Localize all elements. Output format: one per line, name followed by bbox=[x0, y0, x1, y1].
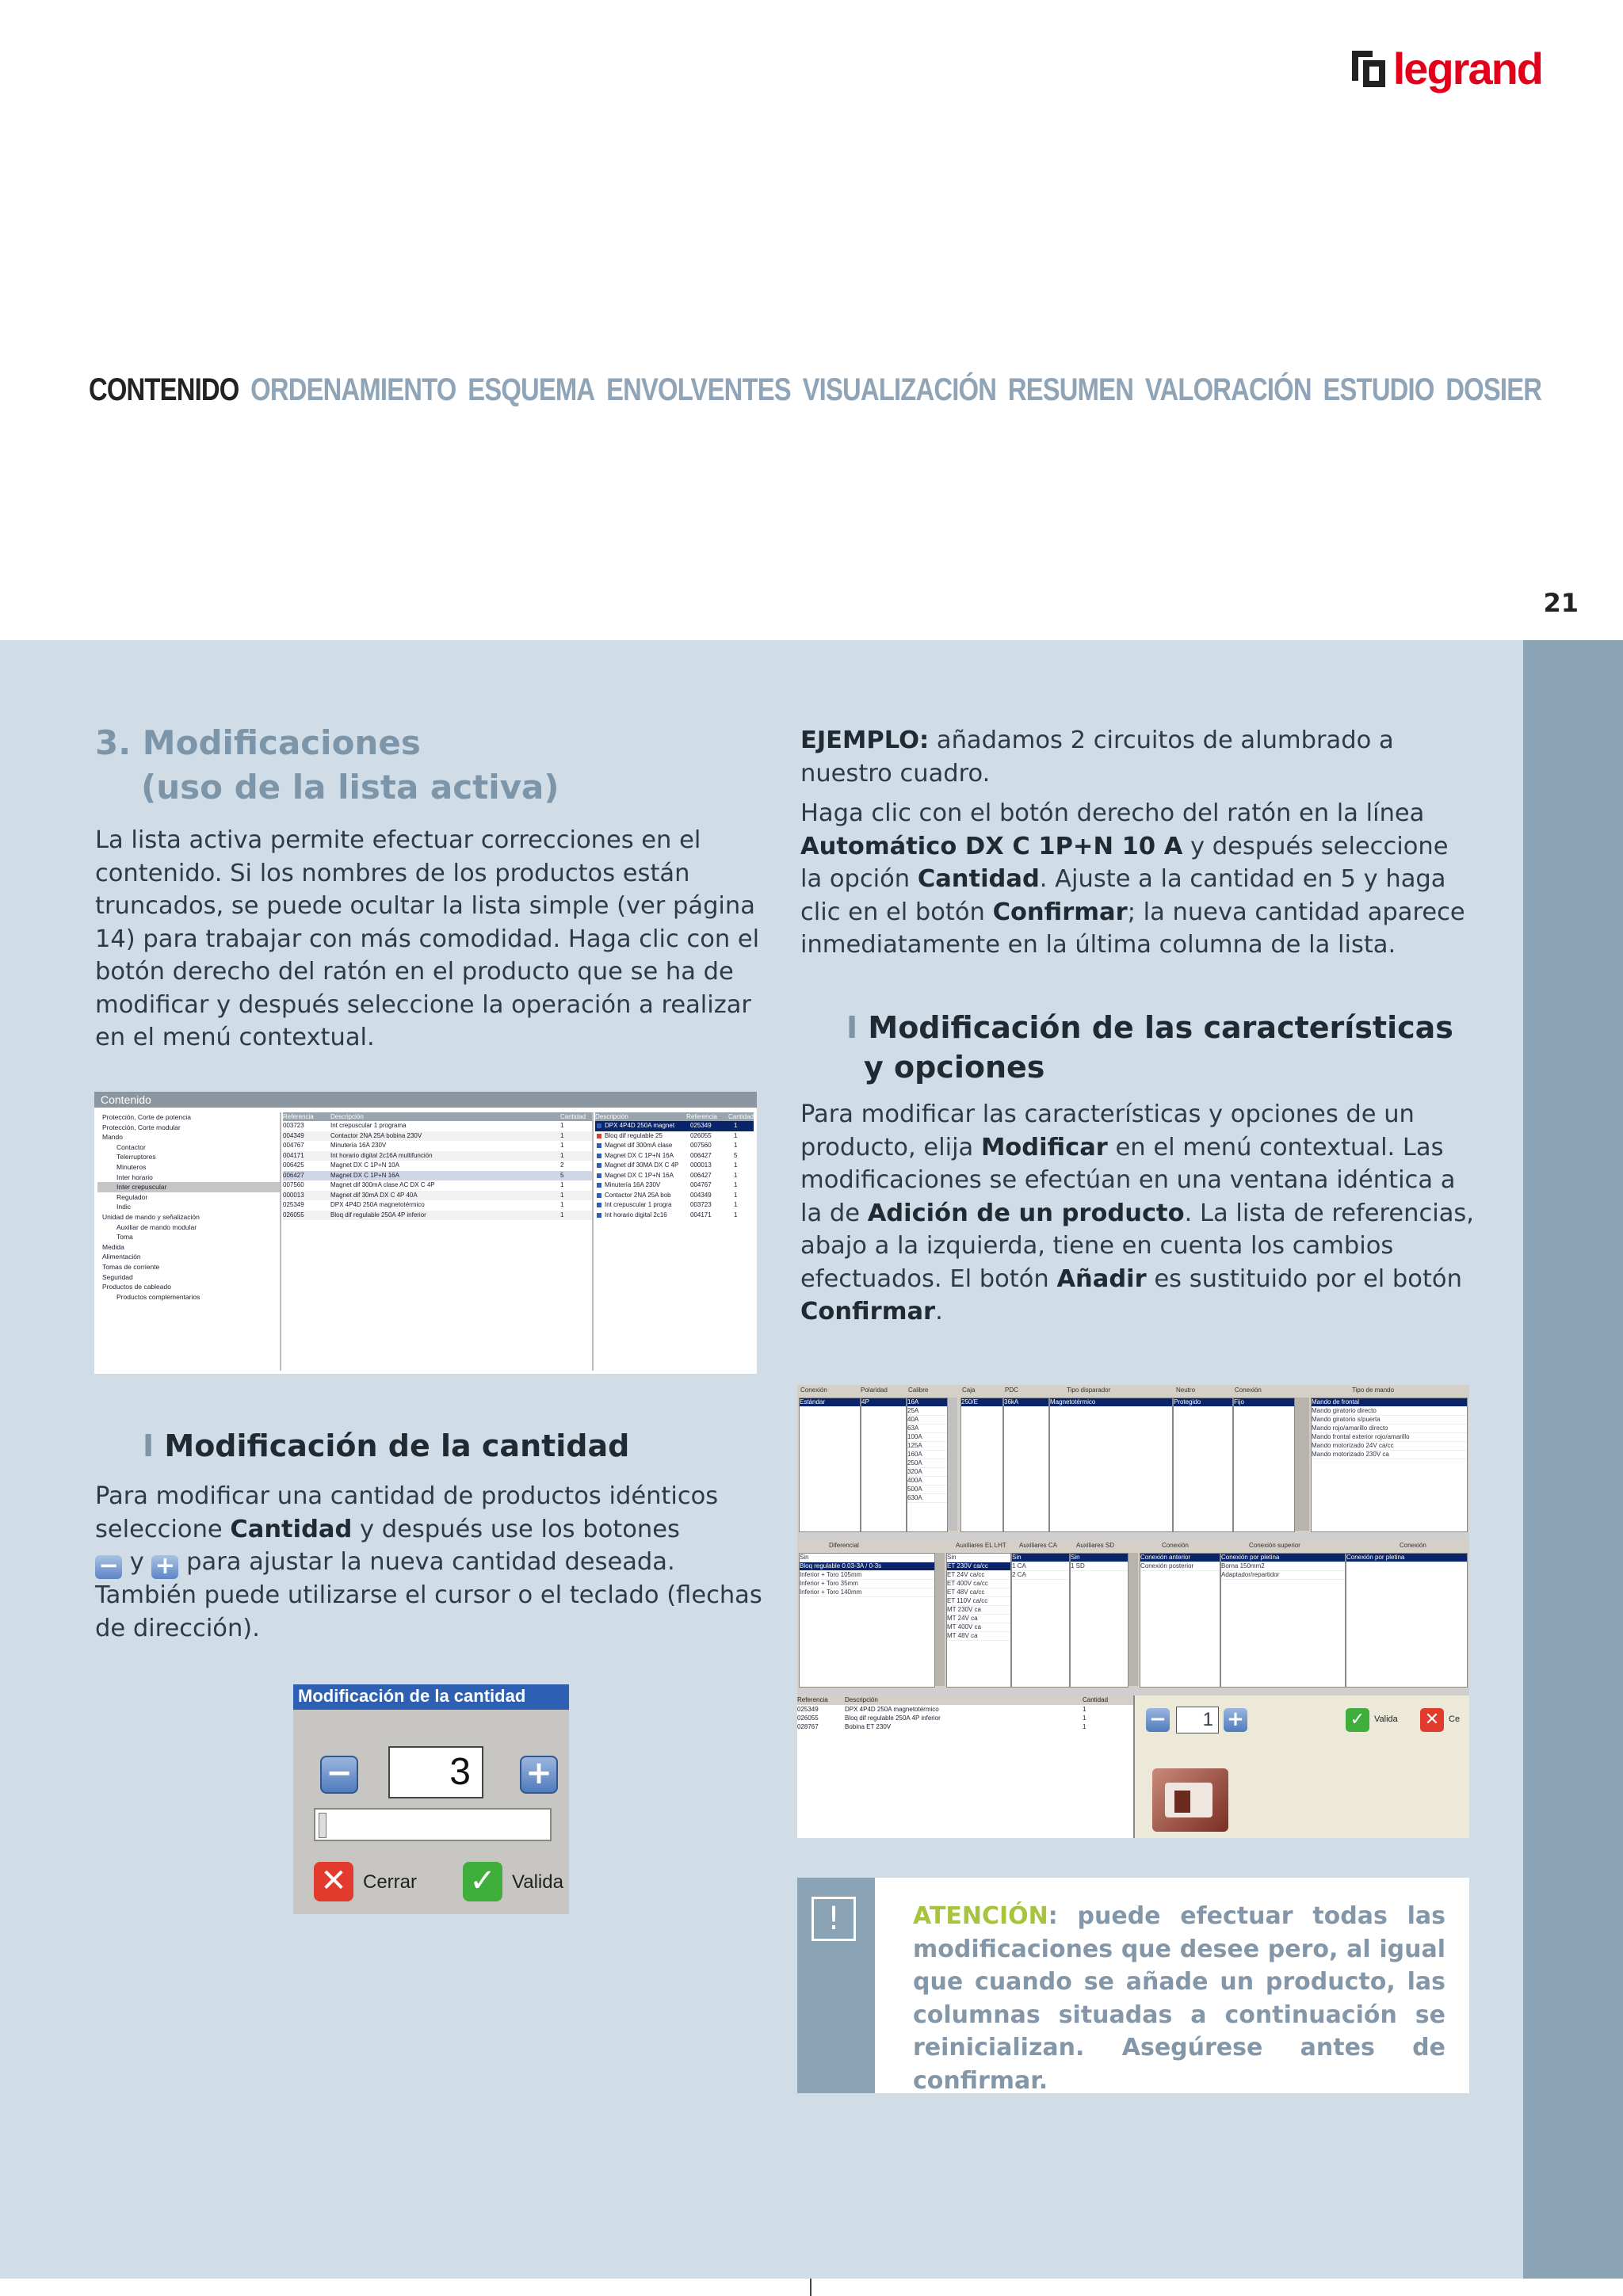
list-item[interactable]: Conexión por pletina bbox=[1221, 1554, 1345, 1562]
characteristics-text: Para modificar las características y opciones de un producto, elija Modificar en el menú contextual. Las modificaciones se efectúan en una ventana idéntica a la de Adición de un producto. La lista de referencias, abajo a la izquierda, tiene en cuenta los cambios efectuados. El botón Añadir es sustituido por el botón Confirmar. bbox=[800, 1100, 1474, 1325]
pdc-list[interactable]: 36kA bbox=[1003, 1398, 1049, 1532]
quantity-field[interactable]: 1 bbox=[1176, 1707, 1219, 1733]
legrand-logo bbox=[1350, 41, 1542, 97]
nav-item-estudio[interactable]: ESTUDIO bbox=[1323, 372, 1434, 407]
tree-item[interactable]: Minuteros bbox=[116, 1162, 147, 1171]
table-row[interactable] bbox=[283, 1211, 592, 1221]
cancel-label[interactable]: Ce bbox=[1449, 1714, 1461, 1724]
column-header: Conexión superior bbox=[1249, 1542, 1300, 1549]
mando-list[interactable]: Mando de frontal Mando giratorio directo Mando giratorio s/puerta Mando rojo/amarillo directo Mando frontal exterior rojo/amarillo Mando motorizado 24V ca/cc Mando motorizado 230V ca bbox=[1311, 1398, 1468, 1532]
column-header: Conexión bbox=[1162, 1542, 1189, 1549]
calibre-scrollbar[interactable] bbox=[948, 1398, 957, 1531]
active-list-screenshot bbox=[94, 1092, 757, 1374]
tree-item[interactable]: Productos de cableado bbox=[102, 1283, 171, 1291]
quantity-decrease-button[interactable]: − bbox=[320, 1756, 358, 1794]
list-item[interactable]: Conexión anterior bbox=[1140, 1554, 1220, 1562]
conexion-list[interactable]: Estándar bbox=[799, 1398, 861, 1532]
table-cell: 004767 bbox=[690, 1181, 712, 1188]
table-row[interactable] bbox=[797, 1714, 1133, 1722]
table-cell: 026055 bbox=[283, 1211, 304, 1219]
table-cell: 026055 bbox=[690, 1131, 712, 1139]
table-row[interactable] bbox=[283, 1151, 592, 1161]
quantity-heading: I Modificación de la cantidad bbox=[143, 1428, 630, 1463]
table-row[interactable] bbox=[595, 1151, 754, 1161]
list-item[interactable]: 125A bbox=[907, 1442, 947, 1451]
table-cell: 007560 bbox=[283, 1181, 304, 1188]
list-item[interactable]: Sin bbox=[947, 1554, 1010, 1562]
simple-list-header: Referencia Descripción Cantidad bbox=[283, 1112, 592, 1121]
table-cell: 1 bbox=[560, 1211, 564, 1219]
logo-text: legrand bbox=[1392, 44, 1542, 93]
reference-table-rows bbox=[797, 1705, 1133, 1731]
options-panel bbox=[797, 1540, 1469, 1689]
column-header: Calibre bbox=[908, 1386, 929, 1394]
list-item[interactable]: 400A bbox=[907, 1477, 947, 1486]
table-cell: 004171 bbox=[690, 1211, 712, 1219]
polaridad-list[interactable]: 4P bbox=[861, 1398, 907, 1532]
row-marker-icon bbox=[597, 1163, 601, 1168]
modify-window-screenshot bbox=[797, 1385, 1469, 1838]
table-cell: DPX 4P4D 250A magnetotérmico bbox=[845, 1706, 939, 1713]
content-tree bbox=[97, 1112, 281, 1371]
table-cell: 1 bbox=[560, 1151, 564, 1159]
tree-item[interactable]: Tomas de corriente bbox=[102, 1262, 160, 1271]
table-cell: Magnet DX C 1P+N 16A bbox=[330, 1171, 399, 1179]
footer-divider bbox=[810, 2279, 812, 2296]
column-header: Conexión bbox=[1235, 1386, 1262, 1394]
footer-strip bbox=[0, 2279, 1623, 2296]
table-row[interactable] bbox=[595, 1180, 754, 1191]
quantity-dialog-screenshot bbox=[293, 1684, 569, 1914]
tree-item[interactable]: Regulador bbox=[116, 1192, 148, 1201]
quantity-slider[interactable] bbox=[314, 1808, 552, 1841]
table-row[interactable] bbox=[595, 1161, 754, 1171]
table-row[interactable] bbox=[283, 1180, 592, 1191]
column-header: Neutro bbox=[1176, 1386, 1196, 1394]
nav-item-envolventes[interactable]: ENVOLVENTES bbox=[606, 372, 791, 407]
quantity-dialog-body bbox=[293, 1710, 569, 1914]
table-row[interactable] bbox=[595, 1200, 754, 1211]
characteristics-heading: I Modificación de las características y opciones bbox=[846, 1010, 1453, 1085]
tree-item[interactable]: Inter horario bbox=[116, 1173, 153, 1181]
column-header: Auxiliares CA bbox=[1019, 1542, 1058, 1549]
list-item[interactable]: 500A bbox=[907, 1486, 947, 1494]
table-cell: 007560 bbox=[690, 1142, 712, 1149]
table-cell: Magnet dif 300mA clase bbox=[605, 1142, 673, 1149]
row-marker-icon bbox=[597, 1193, 601, 1198]
section-navigation bbox=[89, 372, 1541, 408]
list-item[interactable]: Mando rojo/amarillo directo bbox=[1312, 1425, 1467, 1433]
table-cell: 1 bbox=[560, 1122, 564, 1129]
tree-item[interactable]: Productos complementarios bbox=[116, 1292, 200, 1301]
example-paragraph: EJEMPLO: añadamos 2 circuitos de alumbrado a nuestro cuadro. bbox=[800, 727, 1394, 788]
active-list-rows bbox=[595, 1121, 754, 1220]
table-row[interactable] bbox=[595, 1121, 754, 1131]
conexion-extra-list[interactable]: Conexión por pletina bbox=[1346, 1553, 1468, 1688]
simple-list bbox=[283, 1112, 594, 1371]
table-row[interactable] bbox=[595, 1191, 754, 1201]
table-cell: 1 bbox=[734, 1171, 738, 1179]
table-cell: 1 bbox=[734, 1181, 738, 1188]
table-cell: DPX 4P4D 250A magnetotérmico bbox=[330, 1201, 425, 1208]
list-item[interactable]: Sin bbox=[800, 1554, 934, 1562]
table-cell: Magnet dif 30MA DX C 4P bbox=[605, 1161, 679, 1169]
table-cell: 004767 bbox=[283, 1142, 304, 1149]
characteristics-panel bbox=[797, 1385, 1469, 1534]
tree-item[interactable]: Protección, Corte modular bbox=[102, 1123, 181, 1131]
table-row[interactable] bbox=[283, 1200, 592, 1211]
row-marker-icon bbox=[597, 1134, 601, 1138]
table-cell: 028767 bbox=[797, 1723, 819, 1730]
table-cell: 025349 bbox=[797, 1706, 819, 1713]
active-list bbox=[595, 1112, 754, 1371]
row-marker-icon bbox=[597, 1203, 601, 1207]
aux-lht-list[interactable] bbox=[946, 1553, 1011, 1688]
table-cell: 004349 bbox=[283, 1131, 304, 1139]
diferencial-list[interactable] bbox=[799, 1553, 935, 1688]
nav-item-contenido[interactable]: CONTENIDO bbox=[89, 372, 239, 407]
quantity-dialog-title: Modificación de la cantidad bbox=[293, 1684, 569, 1710]
example-instructions: Haga clic con el botón derecho del ratón en la línea Automático DX C 1P+N 10 A y después seleccione la opción Cantidad. Ajuste a la cantidad en 5 y haga clic en el botón Confirmar; la nueva cantidad aparece inmediatamente en la última columna de la lista. bbox=[800, 799, 1465, 959]
row-marker-icon bbox=[597, 1154, 601, 1158]
list-item[interactable]: ET 230V ca/cc bbox=[947, 1562, 1010, 1571]
list-item[interactable]: MT 24V ca bbox=[947, 1615, 1010, 1623]
table-cell: Int crepuscular 1 progra bbox=[605, 1201, 672, 1208]
tree-item[interactable]: Telerruptores bbox=[116, 1153, 156, 1161]
table-cell: 1 bbox=[1083, 1714, 1086, 1722]
simple-list-rows bbox=[283, 1121, 592, 1220]
column-header: PDC bbox=[1005, 1386, 1018, 1394]
table-row[interactable] bbox=[283, 1171, 592, 1181]
characteristics-headers bbox=[797, 1386, 1469, 1396]
table-cell: 006427 bbox=[690, 1151, 712, 1159]
column-header: Conexión bbox=[1400, 1542, 1426, 1549]
list-item[interactable]: ET 110V ca/cc bbox=[947, 1597, 1010, 1606]
column-header: Polaridad bbox=[861, 1386, 888, 1394]
row-marker-icon bbox=[597, 1183, 601, 1188]
tree-item[interactable]: Indic bbox=[116, 1203, 131, 1211]
table-cell: Bloq dif regulable 250A 4P inferior bbox=[330, 1211, 426, 1219]
tree-item[interactable]: Protección, Corte de potencia bbox=[102, 1113, 191, 1121]
row-marker-icon bbox=[597, 1213, 601, 1218]
conexion2-list[interactable]: Fijo bbox=[1233, 1398, 1295, 1532]
legrand-logo-mark-icon bbox=[1350, 49, 1387, 89]
nav-item-dosier[interactable]: DOSIER bbox=[1445, 372, 1542, 407]
table-cell: Int horario digital 2c16 bbox=[605, 1211, 667, 1219]
table-cell: 000013 bbox=[690, 1161, 712, 1169]
side-label bbox=[1523, 640, 1623, 973]
nav-item-esquema[interactable]: ESQUEMA bbox=[468, 372, 595, 407]
table-cell: 025349 bbox=[690, 1122, 712, 1129]
table-cell: 1 bbox=[560, 1131, 564, 1139]
valid-button-label[interactable]: Valida bbox=[512, 1871, 563, 1893]
table-row[interactable] bbox=[595, 1211, 754, 1221]
table-cell: 1 bbox=[560, 1201, 564, 1208]
table-row[interactable] bbox=[283, 1121, 592, 1131]
list-item[interactable]: Sin bbox=[1071, 1554, 1128, 1562]
disparador-list[interactable]: Magnetotérmico bbox=[1049, 1398, 1173, 1532]
list-item[interactable]: MT 400V ca bbox=[947, 1623, 1010, 1632]
separator-bar bbox=[1295, 1398, 1309, 1531]
close-icon[interactable]: ✕ bbox=[314, 1862, 353, 1901]
list-item[interactable]: Inferior + Toro 35mm bbox=[800, 1580, 934, 1589]
list-item[interactable]: ET 400V ca/cc bbox=[947, 1580, 1010, 1589]
table-cell: 1 bbox=[734, 1131, 738, 1139]
table-cell: Contactor 2NA 25A bob bbox=[605, 1191, 671, 1199]
conexion-superior-list[interactable] bbox=[1220, 1553, 1346, 1688]
table-cell: 006427 bbox=[283, 1171, 304, 1179]
slider-thumb[interactable] bbox=[319, 1813, 327, 1838]
list-item[interactable]: MT 48V ca bbox=[947, 1632, 1010, 1641]
list-item[interactable]: Conexión posterior bbox=[1140, 1562, 1220, 1571]
tree-item[interactable]: Medida bbox=[102, 1242, 124, 1251]
list-item[interactable]: 16A bbox=[907, 1398, 947, 1407]
column-header: Tipo disparador bbox=[1067, 1386, 1111, 1394]
table-cell: 1 bbox=[734, 1191, 738, 1199]
table-cell: 2 bbox=[560, 1161, 564, 1169]
table-row[interactable] bbox=[283, 1141, 592, 1151]
nav-item-ordenamiento[interactable]: ORDENAMIENTO bbox=[250, 372, 456, 407]
list-item[interactable]: 320A bbox=[907, 1468, 947, 1477]
product-image-icon bbox=[1152, 1768, 1228, 1832]
aux-sd-list[interactable] bbox=[1070, 1553, 1128, 1688]
check-icon[interactable]: ✓ bbox=[1346, 1708, 1369, 1732]
table-cell: 1 bbox=[734, 1201, 738, 1208]
table-row[interactable] bbox=[797, 1722, 1133, 1731]
list-item[interactable]: ET 48V ca/cc bbox=[947, 1589, 1010, 1597]
table-cell: Magnet DX C 1P+N 16A bbox=[605, 1171, 674, 1179]
table-cell: Int horario digital 2c16A multifunción bbox=[330, 1151, 433, 1159]
nav-item-visualizacion[interactable]: VISUALIZACIÓN bbox=[802, 372, 997, 407]
list-item[interactable]: Sin bbox=[1012, 1554, 1069, 1562]
row-marker-icon bbox=[597, 1143, 601, 1148]
minus-button-icon: − bbox=[95, 1555, 122, 1579]
list-item[interactable]: 250A bbox=[907, 1459, 947, 1468]
list-item[interactable]: Inferior + Toro 105mm bbox=[800, 1571, 934, 1580]
table-cell: 1 bbox=[560, 1191, 564, 1199]
section-title-line2: (uso de la lista activa) bbox=[141, 768, 559, 807]
exclamation-icon: ! bbox=[812, 1897, 856, 1941]
table-cell: 006427 bbox=[690, 1171, 712, 1179]
list-item[interactable]: Mando motorizado 230V ca bbox=[1312, 1451, 1467, 1459]
table-row[interactable] bbox=[283, 1131, 592, 1142]
list-item[interactable]: Mando giratorio s/puerta bbox=[1312, 1416, 1467, 1425]
separator-bar-2 bbox=[935, 1553, 945, 1686]
table-cell: 1 bbox=[560, 1181, 564, 1188]
tree-item[interactable]: Seguridad bbox=[102, 1272, 133, 1281]
neutro-list[interactable]: Protegido bbox=[1173, 1398, 1233, 1532]
separator-bar-3 bbox=[1128, 1553, 1138, 1686]
valid-label[interactable]: Valida bbox=[1374, 1714, 1398, 1724]
table-cell: Int crepuscular 1 programa bbox=[330, 1122, 407, 1129]
tree-item[interactable]: Auxiliar de mando modular bbox=[116, 1222, 197, 1231]
table-row[interactable] bbox=[283, 1161, 592, 1171]
table-cell: Magnet DX C 1P+N 16A bbox=[605, 1151, 674, 1159]
list-item[interactable]: Mando giratorio directo bbox=[1312, 1407, 1467, 1416]
quantity-input[interactable]: 3 bbox=[388, 1746, 483, 1798]
table-cell: DPX 4P4D 250A magnet bbox=[605, 1122, 675, 1129]
section-title-line1: 3. Modificaciones bbox=[95, 723, 421, 762]
column-header: Diferencial bbox=[829, 1542, 859, 1549]
tree-item[interactable]: Inter crepuscular bbox=[97, 1182, 280, 1192]
list-item[interactable]: MT 230V ca bbox=[947, 1606, 1010, 1615]
list-item[interactable]: 25A bbox=[907, 1407, 947, 1416]
column-header: Tipo de mando bbox=[1352, 1386, 1395, 1394]
table-cell: 1 bbox=[1083, 1706, 1086, 1713]
options-headers bbox=[797, 1542, 1469, 1551]
section-intro: La lista activa permite efectuar correcciones en el contenido. Si los nombres de los productos están truncados, se puede ocultar la lista simple (ver página 14) para trabajar con más comodidad. Haga clic con el botón derecho del ratón en el producto que se ha de modificar y después seleccione la operación a realizar en el menú contextual. bbox=[95, 826, 760, 1051]
table-cell: 026055 bbox=[797, 1714, 819, 1722]
tree-item[interactable]: Contactor bbox=[116, 1142, 146, 1151]
column-header: Auxiliares SD bbox=[1076, 1542, 1115, 1549]
table-cell: 5 bbox=[560, 1171, 564, 1179]
table-row[interactable] bbox=[595, 1171, 754, 1181]
list-item[interactable]: 40A bbox=[907, 1416, 947, 1425]
aux-ca-list[interactable] bbox=[1011, 1553, 1070, 1688]
table-row[interactable] bbox=[595, 1141, 754, 1151]
table-cell: 006425 bbox=[283, 1161, 304, 1169]
table-cell: Contactor 2NA 25A bobina 230V bbox=[330, 1131, 422, 1139]
section-title bbox=[95, 721, 559, 810]
table-cell: 004171 bbox=[283, 1151, 304, 1159]
table-row[interactable] bbox=[797, 1705, 1133, 1714]
tree-item[interactable]: Unidad de mando y señalización bbox=[102, 1212, 200, 1221]
table-cell: 1 bbox=[560, 1142, 564, 1149]
list-item[interactable]: ET 24V ca/cc bbox=[947, 1571, 1010, 1580]
table-cell: Magnet dif 30mA DX C 4P 40A bbox=[330, 1191, 418, 1199]
page-number: 21 bbox=[1543, 588, 1579, 618]
attention-text: ATENCIÓN: puede efectuar todas las modificaciones que desee pero, al igual que cuando se añade un producto, las columnas situadas a continuación se reinicializan. Asegúrese antes de confirmar. bbox=[913, 1902, 1445, 2095]
list-item[interactable]: Adaptador/repartidor bbox=[1221, 1571, 1345, 1580]
reference-area bbox=[797, 1695, 1469, 1838]
list-item[interactable]: 160A bbox=[907, 1451, 947, 1459]
reference-table bbox=[797, 1695, 1135, 1838]
row-marker-icon bbox=[597, 1173, 601, 1178]
close-icon[interactable]: ✕ bbox=[1420, 1708, 1444, 1732]
table-cell: 1 bbox=[734, 1142, 738, 1149]
table-cell: 003723 bbox=[283, 1122, 304, 1129]
table-cell: 004349 bbox=[690, 1191, 712, 1199]
table-cell: 1 bbox=[734, 1122, 738, 1129]
tree-item[interactable]: Mando bbox=[102, 1133, 123, 1142]
tree-item[interactable]: Toma bbox=[116, 1233, 133, 1241]
table-cell: 003723 bbox=[690, 1201, 712, 1208]
table-cell: Minutería 16A 230V bbox=[330, 1142, 387, 1149]
table-cell: 1 bbox=[734, 1161, 738, 1169]
list-item[interactable]: Mando frontal exterior rojo/amarillo bbox=[1312, 1433, 1467, 1442]
table-cell: Bloq dif regulable 25 bbox=[605, 1131, 663, 1139]
conexion-options-list[interactable] bbox=[1140, 1553, 1220, 1688]
list-item[interactable]: 100A bbox=[907, 1433, 947, 1442]
table-cell: Bloq dif regulable 250A 4P inferior bbox=[845, 1714, 941, 1722]
nav-item-resumen[interactable]: RESUMEN bbox=[1007, 372, 1134, 407]
table-cell: 1 bbox=[734, 1211, 738, 1219]
table-cell: 1 bbox=[1083, 1723, 1086, 1730]
minus-icon[interactable]: − bbox=[1146, 1708, 1170, 1732]
calibre-list[interactable] bbox=[907, 1398, 948, 1532]
attention-box bbox=[797, 1878, 1469, 2093]
caja-list[interactable]: 250/E bbox=[960, 1398, 1003, 1532]
list-item[interactable]: Bloq regulable 0.03-3A / 0-3s bbox=[800, 1562, 934, 1571]
attention-sidebar bbox=[797, 1878, 875, 2093]
row-marker-icon bbox=[597, 1123, 601, 1128]
column-header: Auxiliares EL LHT bbox=[956, 1542, 1006, 1549]
quantity-text: Para modificar una cantidad de productos idénticos seleccione Cantidad y después use los botones − y + para ajustar la nueva cantidad deseada. También puede utilizarse el cursor o el teclado (flechas de dirección). bbox=[95, 1482, 762, 1642]
table-cell: Bobina ET 230V bbox=[845, 1723, 892, 1730]
list-item[interactable]: 63A bbox=[907, 1425, 947, 1433]
list-item[interactable]: 2 CA bbox=[1012, 1571, 1069, 1580]
close-button-label[interactable]: Cerrar bbox=[363, 1871, 418, 1893]
list-item[interactable]: Borna 150mm2 bbox=[1221, 1562, 1345, 1571]
nav-item-valoracion[interactable]: VALORACIÓN bbox=[1144, 372, 1312, 407]
quantity-increase-button[interactable]: + bbox=[520, 1756, 558, 1794]
list-item[interactable]: 1 SD bbox=[1071, 1562, 1128, 1571]
table-row[interactable] bbox=[595, 1131, 754, 1142]
tree-item[interactable]: Alimentación bbox=[102, 1253, 141, 1261]
active-list-title: Contenido bbox=[94, 1092, 757, 1108]
table-cell: 5 bbox=[734, 1151, 738, 1159]
list-item[interactable]: Mando motorizado 24V ca/cc bbox=[1312, 1442, 1467, 1451]
plus-icon[interactable]: + bbox=[1224, 1708, 1247, 1732]
column-header: Caja bbox=[962, 1386, 976, 1394]
table-cell: Magnet DX C 1P+N 10A bbox=[330, 1161, 399, 1169]
active-list-header: Descripción Referencia Cantidad bbox=[595, 1113, 754, 1120]
table-cell: 025349 bbox=[283, 1201, 304, 1208]
list-item[interactable]: 1 CA bbox=[1012, 1562, 1069, 1571]
column-header: Conexión bbox=[800, 1386, 827, 1394]
table-cell: Minutería 16A 230V bbox=[605, 1181, 661, 1188]
list-item[interactable]: 630A bbox=[907, 1494, 947, 1503]
table-cell: 000013 bbox=[283, 1191, 304, 1199]
reference-table-header: Referencia Descripción Cantidad bbox=[797, 1695, 1133, 1705]
list-item[interactable]: Inferior + Toro 140mm bbox=[800, 1589, 934, 1597]
table-cell: Magnet dif 300mA clase AC DX C 4P bbox=[330, 1181, 435, 1188]
table-row[interactable] bbox=[283, 1191, 592, 1201]
plus-button-icon: + bbox=[151, 1555, 178, 1579]
check-icon[interactable]: ✓ bbox=[463, 1862, 502, 1901]
